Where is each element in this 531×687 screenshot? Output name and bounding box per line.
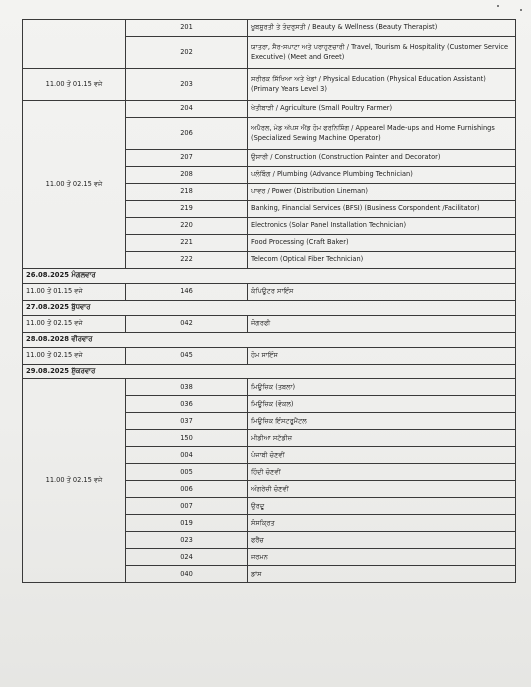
subject-name: ਖੂਬਸੂਰਤੀ ਤੇ ਤੰਦਰੁਸਤੀ / Beauty & Wellness (Beauty Therapist) xyxy=(248,20,516,37)
subject-code: 019 xyxy=(126,515,248,532)
subject-name: Telecom (Optical Fiber Technician) xyxy=(248,252,516,269)
subject-name: Electronics (Solar Panel Installation Technician) xyxy=(248,218,516,235)
exam-date: 27.08.2025 ਬੁੱਧਵਾਰ xyxy=(23,300,516,315)
date-row xyxy=(23,300,516,315)
subject-name: ਉਰਦੂ xyxy=(248,498,516,515)
subject-name: ਹੋਮ ਸਾਇੰਸ xyxy=(248,347,516,364)
subject-name: ਉਸਾਰੀ / Construction (Construction Painter and Decorator) xyxy=(248,150,516,167)
subject-name: ਫਰੈਂਚ xyxy=(248,532,516,549)
subject-code: 220 xyxy=(126,218,248,235)
table-row xyxy=(23,69,516,101)
date-row xyxy=(23,269,516,284)
time-cell-empty xyxy=(23,20,126,69)
exam-schedule-table xyxy=(22,19,516,583)
subject-name: ਖੇਤੀਬਾੜੀ / Agriculture (Small Poultry Farmer) xyxy=(248,101,516,118)
subject-code: 222 xyxy=(126,252,248,269)
table-row xyxy=(23,20,516,37)
subject-code: 037 xyxy=(126,413,248,430)
table-row xyxy=(23,283,516,300)
subject-name: ਸੰਸਕ੍ਰਿਤ xyxy=(248,515,516,532)
subject-code: 040 xyxy=(126,566,248,583)
time-cell: 11.00 ਤੋਂ 02.15 ਵਜੇ xyxy=(23,347,126,364)
table-row xyxy=(23,379,516,396)
time-cell: 11.00 ਤੋਂ 02.15 ਵਜੇ xyxy=(23,379,126,583)
scan-speck xyxy=(497,5,499,7)
subject-name: ਡਾਂਸ xyxy=(248,566,516,583)
exam-date: 26.08.2025 ਮੰਗਲਵਾਰ xyxy=(23,269,516,284)
subject-name: ਮਿਊਜ਼ਿਕ (ਵੋਕਲ) xyxy=(248,396,516,413)
subject-name: ਅਪੈਰਲ, ਮੇਡ ਅੱਪਸ ਐਂਡ ਹੋਮ ਫਰਨਿਸ਼ਿੰਗ / Appearel Made-ups and Home Furnishings (Specialized Sewing Machine Operator) xyxy=(248,118,516,150)
subject-name: ਪੰਜਾਬੀ ਚੋਣਵੀਂ xyxy=(248,447,516,464)
subject-code: 202 xyxy=(126,37,248,69)
subject-code: 045 xyxy=(126,347,248,364)
exam-date: 28.08.2028 ਵੀਰਵਾਰ xyxy=(23,332,516,347)
subject-code: 038 xyxy=(126,379,248,396)
subject-code: 004 xyxy=(126,447,248,464)
subject-name: ਮਿਊਜ਼ਿਕ ਇੰਸਟਰੂਮੈਂਟਲ xyxy=(248,413,516,430)
subject-name: ਪਾਵਰ / Power (Distribution Lineman) xyxy=(248,184,516,201)
subject-code: 218 xyxy=(126,184,248,201)
subject-code: 006 xyxy=(126,481,248,498)
subject-name: ਹਿੰਦੀ ਚੋਣਵੀਂ xyxy=(248,464,516,481)
time-cell: 11.00 ਤੋਂ 02.15 ਵਜੇ xyxy=(23,101,126,269)
subject-code: 042 xyxy=(126,315,248,332)
subject-name: Banking, Financial Services (BFSI) (Business Corspondent /Facilitator) xyxy=(248,201,516,218)
subject-name: ਜੋਗਰਫੀ xyxy=(248,315,516,332)
subject-name: Food Processing (Craft Baker) xyxy=(248,235,516,252)
subject-name: ਕੰਪਿਊਟਰ ਸਾਇੰਸ xyxy=(248,283,516,300)
subject-name: ਯਾਤਰਾ, ਸੈਰ-ਸਪਾਟਾ ਅਤੇ ਪਰਾਹੁਣਚਾਰੀ / Travel, Tourism & Hospitality (Customer Service Executive) (Meet and Greet) xyxy=(248,37,516,69)
subject-code: 036 xyxy=(126,396,248,413)
subject-code: 007 xyxy=(126,498,248,515)
subject-code: 201 xyxy=(126,20,248,37)
subject-code: 203 xyxy=(126,69,248,101)
subject-name: ਮੀਡੀਆ ਸਟੱਡੀਜ਼ xyxy=(248,430,516,447)
subject-code: 023 xyxy=(126,532,248,549)
scan-speck xyxy=(520,9,522,11)
time-cell: 11.00 ਤੋਂ 02.15 ਵਜੇ xyxy=(23,315,126,332)
exam-date: 29.08.2025 ਸ਼ੁੱਕਰਵਾਰ xyxy=(23,364,516,379)
subject-code: 204 xyxy=(126,101,248,118)
subject-name: ਸਰੀਰਕ ਸਿੱਖਿਆ ਅਤੇ ਖੇਡਾਂ / Physical Education (Physical Education Assistant) (Primary Years Level 3) xyxy=(248,69,516,101)
table-row xyxy=(23,101,516,118)
subject-code: 207 xyxy=(126,150,248,167)
subject-name: ਪਲੰਬਿੰਗ / Plumbing (Advance Plumbing Technician) xyxy=(248,167,516,184)
subject-name: ਜਰਮਨ xyxy=(248,549,516,566)
subject-code: 150 xyxy=(126,430,248,447)
subject-code: 206 xyxy=(126,118,248,150)
time-cell: 11.00 ਤੋਂ 01.15 ਵਜੇ xyxy=(23,69,126,101)
subject-code: 219 xyxy=(126,201,248,218)
subject-code: 208 xyxy=(126,167,248,184)
date-row xyxy=(23,332,516,347)
subject-code: 005 xyxy=(126,464,248,481)
date-row xyxy=(23,364,516,379)
subject-code: 146 xyxy=(126,283,248,300)
table-row xyxy=(23,347,516,364)
subject-code: 024 xyxy=(126,549,248,566)
table-row xyxy=(23,315,516,332)
subject-name: ਮਿਊਜ਼ਿਕ (ਤਬਲਾ) xyxy=(248,379,516,396)
time-cell: 11.00 ਤੋਂ 01.15 ਵਜੇ xyxy=(23,283,126,300)
subject-name: ਅੰਗਰੇਜ਼ੀ ਚੋਣਵੀਂ xyxy=(248,481,516,498)
subject-code: 221 xyxy=(126,235,248,252)
